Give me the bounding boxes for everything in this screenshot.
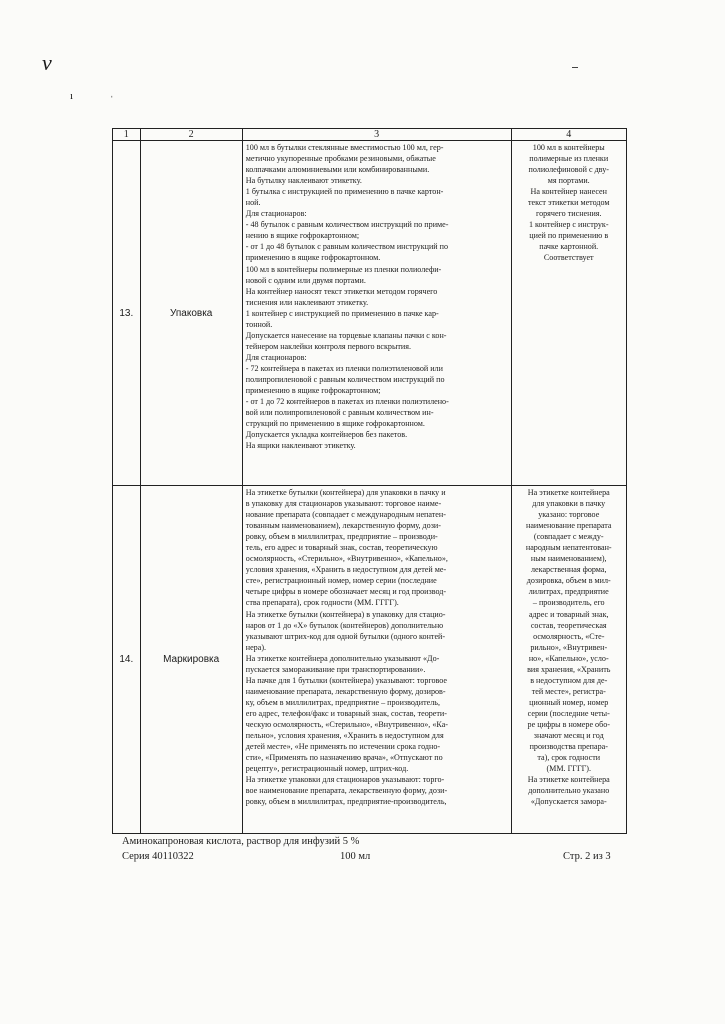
text-line: «Допускается замора- bbox=[530, 797, 607, 807]
text-line: мя портами. bbox=[547, 176, 590, 186]
text-line: указано: торговое bbox=[538, 510, 600, 520]
text-line: На этикетке контейнера bbox=[527, 488, 610, 497]
text-line: горячего тиснения. bbox=[535, 209, 602, 219]
spec-text bbox=[242, 486, 511, 834]
result-text bbox=[511, 141, 627, 486]
header-cell: 1 bbox=[113, 129, 141, 141]
text-line: серии (последние четы- bbox=[527, 708, 610, 718]
result-text bbox=[511, 486, 627, 834]
text-line: ку, объем в миллилитрах, предприятие – производитель, bbox=[245, 697, 441, 707]
text-line: вия хранения, «Хранить bbox=[527, 664, 611, 674]
footer-product: Аминокапроновая кислота, раствор для инфузий 5 % bbox=[122, 836, 360, 847]
footer-page-number: Стр. 2 из 3 bbox=[563, 851, 611, 862]
text-line: применению в ящике гофрокартонном; bbox=[245, 386, 381, 396]
scan-speck bbox=[572, 67, 578, 68]
text-line: ческую осмолярность, «Стерильно», «Внутривенно», «Ка- bbox=[245, 719, 448, 729]
text-line: 1 контейнер с инструкцией по применению в пачке кар- bbox=[245, 308, 439, 318]
text-line: дозировка, объем в мил- bbox=[526, 576, 611, 586]
header-cell: 2 bbox=[140, 129, 242, 141]
text-line: сте», регистрационный номер, номер серии (последние bbox=[245, 576, 437, 586]
text-line: сти», «Применять по назначению врача», «Отпускают по bbox=[245, 753, 443, 763]
spec-text bbox=[242, 141, 511, 486]
text-line: На контейнер нанесен bbox=[530, 187, 607, 197]
text-line: – производитель, его bbox=[532, 598, 605, 608]
text-line: новой с одним или двумя портами. bbox=[245, 275, 366, 285]
text-line: (ММ. ГГГГ). bbox=[546, 764, 592, 774]
text-line: (совпадает с между- bbox=[533, 532, 604, 542]
text-line: ровку, объем в миллилитрах, предприятие-производитель, bbox=[245, 797, 447, 807]
text-line: рильно», «Внутривен- bbox=[530, 642, 608, 652]
text-line: адрес и товарный знак, bbox=[528, 609, 609, 619]
text-line: пачке картонной. bbox=[539, 242, 599, 252]
text-line: для упаковки в пачку bbox=[532, 499, 606, 509]
text-line: ства препарата), срок годности (ММ. ГГГГ). bbox=[245, 598, 399, 608]
text-line: его адрес, телефон/факс и товарный знак, состав, теорети- bbox=[245, 708, 447, 718]
text-line: тей месте», регистра- bbox=[531, 686, 606, 696]
text-line: народным непатентован- bbox=[525, 543, 612, 553]
text-line: - от 1 до 48 бутылок с равным количеством инструкций по bbox=[245, 242, 449, 252]
text-line: ционный номер, номер bbox=[529, 697, 609, 707]
text-line: но», «Капельно», усло- bbox=[528, 653, 609, 663]
text-line: осмолярность, «Стерильно», «Внутривенно», «Капельно», bbox=[245, 554, 448, 564]
header-cell: 4 bbox=[511, 129, 627, 141]
text-line: пельно», условия хранения, «Хранить в недоступном для bbox=[245, 731, 444, 741]
text-line: 100 мл в контейнеры полимерные из пленки полиолефи- bbox=[245, 264, 442, 274]
row-indicator-name: Маркировка bbox=[140, 486, 242, 834]
text-line: тонной. bbox=[245, 319, 273, 329]
text-line: вой или полипропиленовой с равным количеством ин- bbox=[245, 408, 434, 418]
text-line: осмолярность, «Сте- bbox=[533, 631, 605, 641]
text-line: На этикетке контейнера дополнительно указывают «До- bbox=[245, 653, 440, 663]
text-line: нера). bbox=[245, 642, 267, 652]
text-line: полимерные из пленки bbox=[529, 154, 609, 164]
footer-volume: 100 мл bbox=[340, 851, 371, 862]
text-line: та), срок годности bbox=[537, 753, 601, 763]
text-line: дополнительно указано bbox=[528, 786, 610, 796]
text-line: ной. bbox=[245, 198, 261, 208]
table-row bbox=[113, 141, 627, 486]
table-header-row bbox=[113, 129, 627, 141]
text-line: производства препара- bbox=[529, 742, 608, 752]
text-line: наименование препарата bbox=[526, 521, 612, 531]
text-line: колпачками алюминиевыми или комбинированными. bbox=[245, 165, 430, 175]
text-line: 1 бутылка с инструкцией по применению в пачке картон- bbox=[245, 187, 444, 197]
handwritten-mark: ν bbox=[42, 50, 52, 75]
row-number: 13. bbox=[113, 141, 141, 486]
text-line: нование препарата (совпадает с международным непатен- bbox=[245, 510, 446, 520]
text-line: На контейнер наносят текст этикетки методом горячего bbox=[245, 286, 438, 296]
text-line: лекарственная форма, bbox=[531, 565, 607, 575]
text-line: Допускается укладка контейнеров без пакетов. bbox=[245, 430, 408, 440]
text-line: Для стационаров: bbox=[245, 352, 307, 362]
text-line: На ящики наклеивают этикетку. bbox=[245, 441, 356, 451]
text-line: струкций по применению в ящике гофрокартонном. bbox=[245, 419, 425, 429]
text-line: вое наименование препарата, лекарственную форму, дози- bbox=[245, 786, 448, 796]
text-line: лилитрах, предприятие bbox=[528, 587, 609, 597]
header-cell: 3 bbox=[242, 129, 511, 141]
table-row bbox=[113, 486, 627, 834]
text-line: На этикетке контейнера bbox=[527, 775, 610, 785]
row-indicator-name: Упаковка bbox=[140, 141, 242, 486]
text-line: условия хранения, «Хранить в недоступном для детей ме- bbox=[245, 565, 447, 575]
text-line: - от 1 до 72 контейнеров в пакетах из пленки полиэтилено- bbox=[245, 397, 449, 407]
text-line: 100 мл в контейнеры bbox=[532, 143, 605, 152]
text-line: указывают штрих-код для одной бутылки (одного контей- bbox=[245, 631, 446, 641]
text-line: На этикетке упаковки для стационаров указывают: торго- bbox=[245, 775, 445, 785]
text-line: На бутылку наклеивают этикетку. bbox=[245, 176, 362, 186]
text-line: - 72 контейнера в пакетах из пленки полиэтиленовой или bbox=[245, 363, 443, 373]
text-line: пускается замораживание при транспортировании». bbox=[245, 664, 426, 674]
text-line: На этикетке бутылки (контейнера) для упаковки в пачку и bbox=[245, 488, 446, 497]
text-line: наров от 1 до «Х» бутылок (контейнеров) дополнительно bbox=[245, 620, 444, 630]
text-line: ре цифры в номере обо- bbox=[527, 719, 610, 729]
text-line: наименование препарата, лекарственную форму, дозиров- bbox=[245, 686, 446, 696]
text-line: ным наименованием), bbox=[530, 554, 607, 564]
text-line: в упаковку для стационаров указывают: торговое наиме- bbox=[245, 499, 442, 509]
text-line: На пачке для 1 бутылки (контейнера) указывают: торговое bbox=[245, 675, 448, 685]
text-line: Соответствует bbox=[543, 253, 594, 263]
text-line: 100 мл в бутылки стеклянные вместимостью 100 мл, гер- bbox=[245, 143, 444, 152]
text-line: - 48 бутылок с равным количеством инструкций по приме- bbox=[245, 220, 449, 230]
text-line: значают месяц и год bbox=[533, 731, 604, 741]
scan-speck: ˌ bbox=[110, 86, 114, 98]
text-line: На этикетке бутылки (контейнера) в упаковку для стацио- bbox=[245, 609, 446, 619]
text-line: рецепту», регистрационный номер, штрих-код. bbox=[245, 764, 409, 774]
text-line: тель, его адрес и товарный знак, состав, теоретическую bbox=[245, 543, 438, 553]
text-line: полипропиленовой с равным количеством инструкций по bbox=[245, 374, 445, 384]
text-line: применению в ящике гофрокартонном. bbox=[245, 253, 381, 263]
text-line: тованным наименованием), лекарственную форму, дози- bbox=[245, 521, 441, 531]
text-line: нению в ящике гофрокартонном; bbox=[245, 231, 360, 241]
text-line: полиолефиновой с дву- bbox=[528, 165, 609, 175]
text-line: четыре цифры в номере обозначает месяц и год производ- bbox=[245, 587, 447, 597]
row-number: 14. bbox=[113, 486, 141, 834]
text-line: цией по применению в bbox=[529, 231, 609, 241]
scan-speck: ı bbox=[70, 90, 74, 102]
spec-table bbox=[112, 128, 627, 834]
text-line: тейнером наклейки контроля первого вскрытия. bbox=[245, 341, 412, 351]
text-line: в недоступном для де- bbox=[530, 675, 608, 685]
text-line: метично укупоренные пробками резиновыми, обжатые bbox=[245, 154, 436, 164]
text-line: Для стационаров: bbox=[245, 209, 307, 219]
text-line: детей месте», «Не применять по истечении срока годно- bbox=[245, 742, 441, 752]
text-line: 1 контейнер с инструк- bbox=[528, 220, 609, 230]
text-line: ровку, объем в миллилитрах, предприятие – производи- bbox=[245, 532, 438, 542]
footer-series: Серия 40110322 bbox=[122, 851, 194, 862]
text-line: текст этикетки методом bbox=[527, 198, 610, 208]
text-line: тиснения или наклеивают этикетку. bbox=[245, 297, 369, 307]
text-line: состав, теоретическая bbox=[530, 620, 607, 630]
text-line: Допускается нанесение на торцевые клапаны пачки с кон- bbox=[245, 330, 447, 340]
